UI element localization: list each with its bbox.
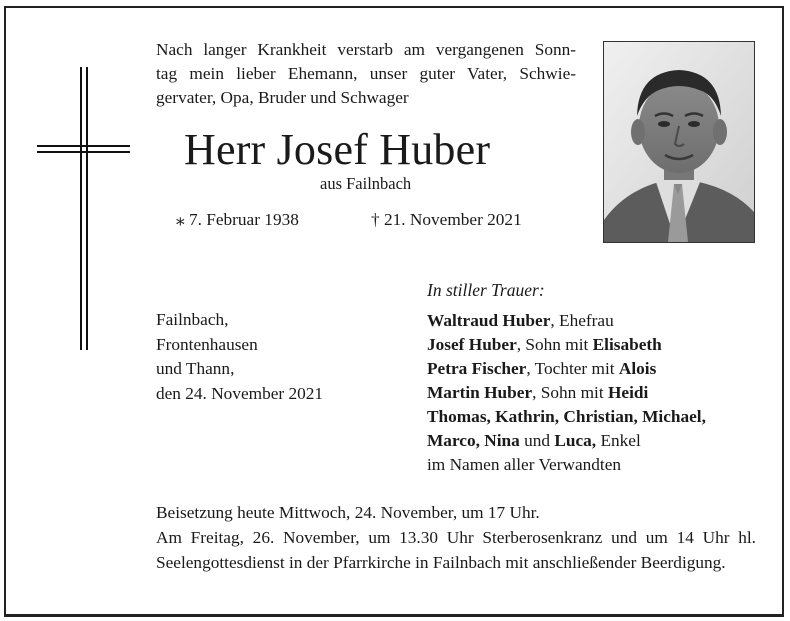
mourner-name: Heidi (607, 383, 649, 402)
birth-date: ⁎ 7. Februar 1938 (176, 210, 299, 229)
burial-line: Beisetzung heute Mittwoch, 24. November, um 17 Uhr. (156, 503, 540, 522)
mourner-name: Martin Huber (427, 383, 533, 402)
mourner-name: Thomas, Kathrin, Christian, Michael, (427, 407, 706, 426)
mourner-line (427, 429, 706, 453)
mourner-relation: , Sohn mit (516, 335, 593, 354)
intro-line: gervater, Opa, Bruder und Schwager (156, 88, 409, 107)
mourners-list (427, 309, 706, 477)
mourner-line (427, 309, 706, 333)
mourner-line (427, 333, 706, 357)
portrait-photo (603, 41, 755, 243)
intro-text (156, 38, 576, 110)
mourner-relation: , Ehefrau (550, 311, 614, 330)
service-paragraph: Am Freitag, 26. November, um 13.30 Uhr Sterberosenkranz und um 14 Uhr hl. Seelengottesdienst in der Pfarrkirche in Failnbach mit anschließender Beerdigung. (156, 528, 756, 572)
mourners-heading: In stiller Trauer: (427, 280, 545, 300)
deceased-name: Herr Josef Huber (184, 125, 491, 174)
death-date: † 21. November 2021 (371, 210, 522, 229)
date-line: den 24. November 2021 (156, 383, 324, 403)
mourner-name: Elisabeth (592, 335, 662, 354)
mourner-relation: und (519, 431, 555, 450)
mourner-line (427, 357, 706, 381)
deceased-origin: aus Failnbach (320, 174, 412, 193)
intro-line: tag mein lieber Ehemann, unser guter Vater, Schwie- (156, 64, 576, 83)
mourner-name: Alois (618, 359, 657, 378)
mourner-name: Petra Fischer (427, 359, 527, 378)
mourner-name: Marco, Nina (427, 431, 520, 450)
mourner-name: Josef Huber (427, 335, 517, 354)
intro-line: Nach langer Krankheit verstarb am vergangenen Sonn- (156, 40, 576, 59)
funeral-info (156, 500, 756, 575)
mourner-line (427, 453, 706, 477)
place-line: Failnbach, (156, 310, 229, 329)
mourner-relation: im Namen aller Verwandten (427, 455, 622, 474)
mourner-name: Luca, (554, 431, 597, 450)
mourner-line (427, 381, 706, 405)
place-line: Frontenhausen (156, 334, 258, 354)
mourner-name: Waltraud Huber (427, 311, 551, 330)
mourner-relation: , Sohn mit (532, 383, 608, 402)
mourner-line (427, 405, 706, 429)
place-line: und Thann, (156, 359, 235, 378)
place-and-date (156, 308, 323, 406)
mourner-relation: Enkel (596, 431, 641, 450)
mourner-relation: , Tochter mit (526, 359, 619, 378)
